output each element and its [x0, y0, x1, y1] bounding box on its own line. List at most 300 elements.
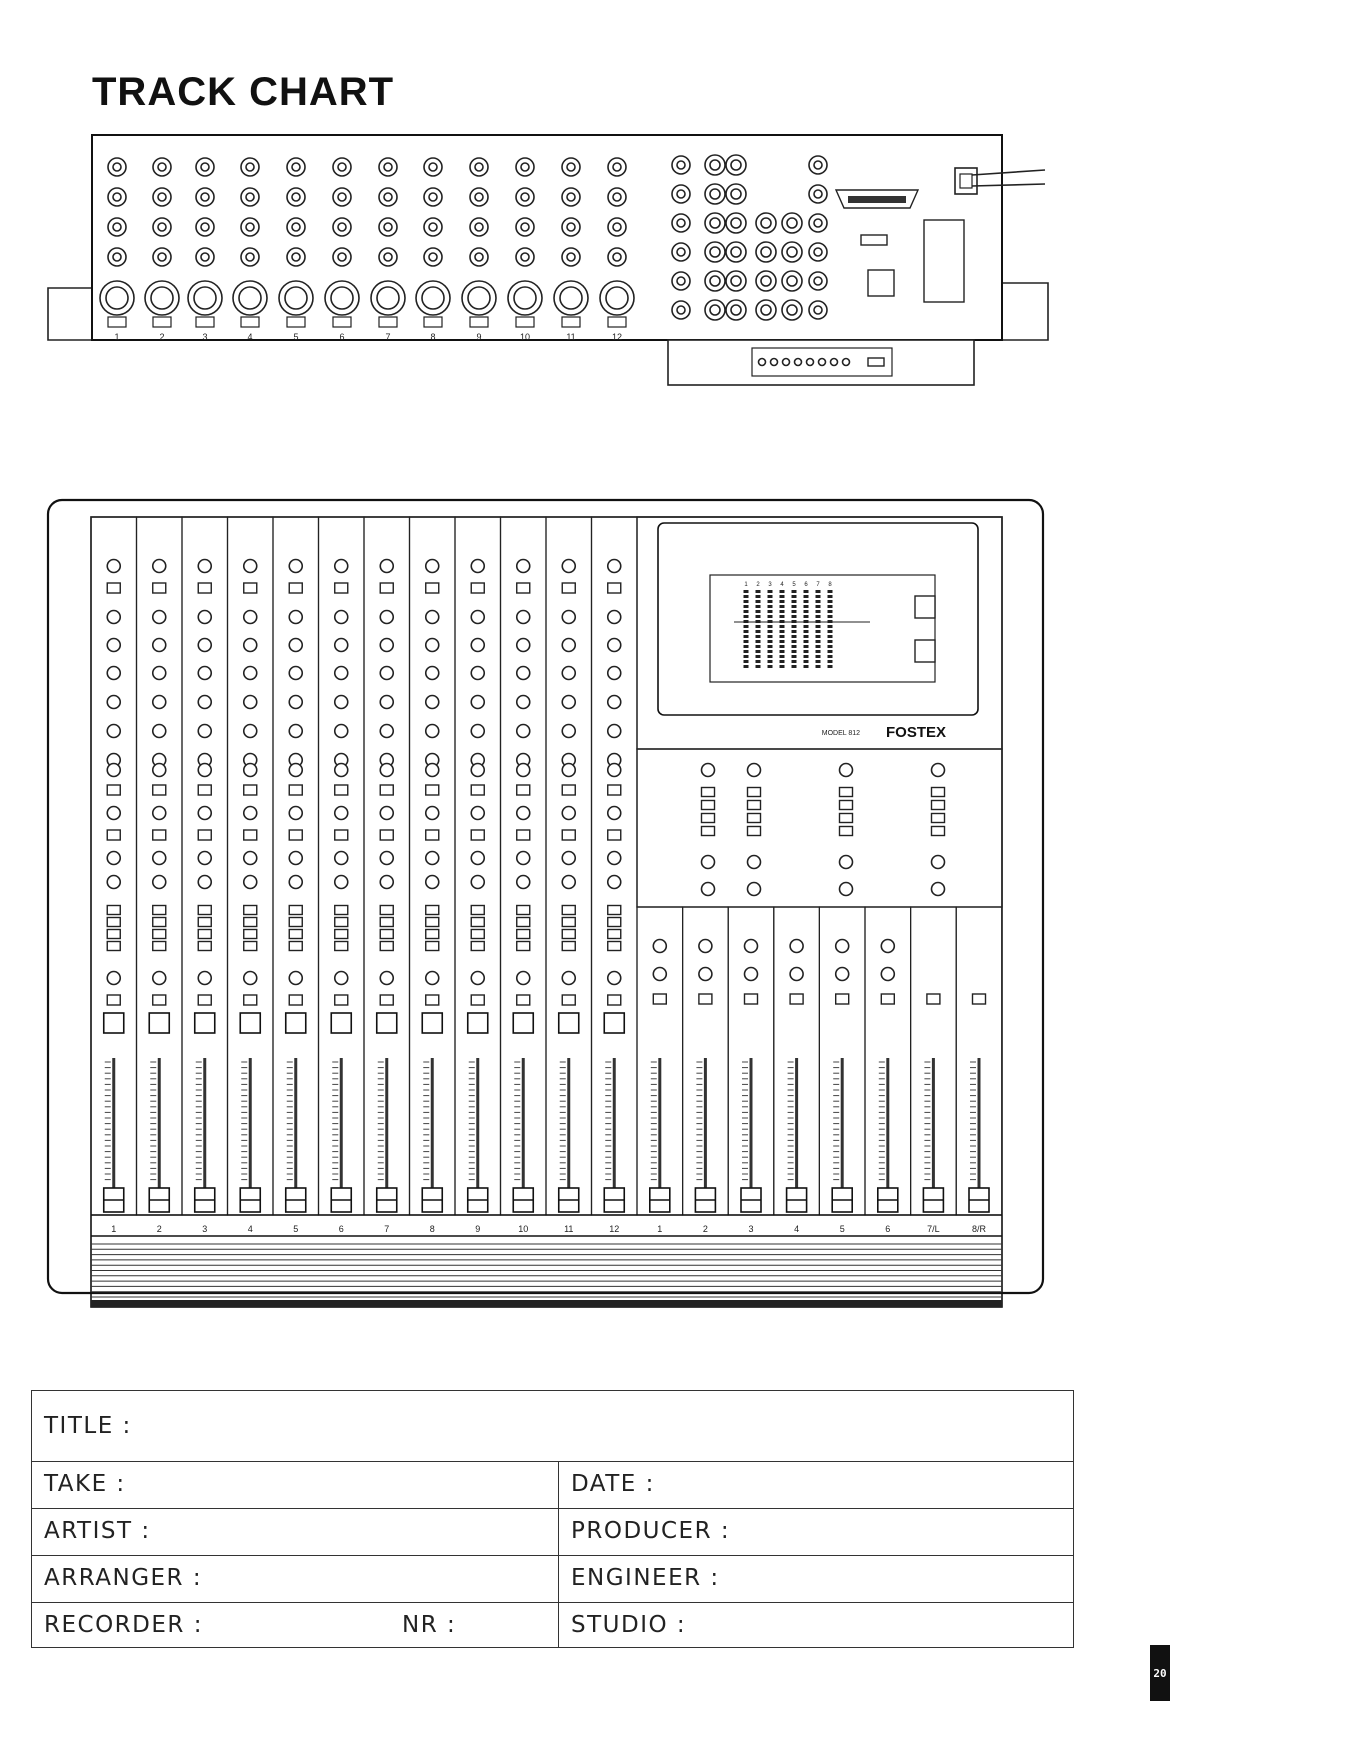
- meter-led-segment: [816, 630, 821, 633]
- meter-led-segment: [756, 630, 761, 633]
- meter-led-segment: [828, 645, 833, 648]
- meter-led-segment: [804, 650, 809, 653]
- meter-select-button: [915, 640, 935, 662]
- meter-led-segment: [768, 625, 773, 628]
- input-pad-button: [107, 583, 120, 593]
- input-eq-knob: [608, 725, 621, 738]
- input-eq-knob: [289, 639, 302, 652]
- input-assign-button: [608, 942, 621, 951]
- input-solo-button: [244, 995, 257, 1005]
- input-eq-knob: [107, 667, 120, 680]
- output-pan-knob: [745, 968, 758, 981]
- meter-led-segment: [744, 655, 749, 658]
- meter-led-segment: [792, 635, 797, 638]
- master-aux-level-knob: [932, 856, 945, 869]
- meter-led-segment: [768, 615, 773, 618]
- input-eq-knob: [517, 639, 530, 652]
- input-assign-button: [107, 906, 120, 915]
- input-aux-knob: [608, 764, 621, 777]
- recorder-cell: [32, 1603, 559, 1647]
- input-eq-knob: [289, 696, 302, 709]
- input-mute-button: [422, 1013, 442, 1033]
- master-aux-button: [932, 801, 945, 810]
- input-aux-button: [198, 785, 211, 795]
- input-eq-knob: [107, 639, 120, 652]
- input-aux-knob: [244, 764, 257, 777]
- fader-slot: [704, 1058, 707, 1208]
- fader-slot: [203, 1058, 206, 1208]
- fader-slot: [567, 1058, 570, 1208]
- recorder-field-label: RECORDER :: [44, 1612, 203, 1638]
- meter-led-segment: [744, 610, 749, 613]
- meter-channel-number: 3: [768, 582, 772, 588]
- meter-led-segment: [744, 660, 749, 663]
- input-eq-knob: [426, 611, 439, 624]
- input-gain-knob: [335, 560, 348, 573]
- meter-led-segment: [768, 590, 773, 593]
- meter-led-segment: [780, 635, 785, 638]
- meter-led-segment: [816, 610, 821, 613]
- meter-led-segment: [804, 645, 809, 648]
- input-eq-knob: [471, 667, 484, 680]
- input-aux-button: [562, 785, 575, 795]
- meter-led-segment: [804, 660, 809, 663]
- input-gain-knob: [517, 560, 530, 573]
- input-gain-knob: [198, 560, 211, 573]
- input-assign-button: [335, 918, 348, 927]
- input-send-knob: [380, 876, 393, 889]
- input-aux-button: [471, 830, 484, 840]
- input-eq-knob: [517, 667, 530, 680]
- input-assign-button: [335, 930, 348, 939]
- input-gain-knob: [562, 560, 575, 573]
- studio-cell: [559, 1603, 1073, 1647]
- meter-channel-number: 1: [744, 582, 748, 588]
- meter-led-segment: [816, 590, 821, 593]
- engineer-cell: [559, 1556, 1073, 1602]
- meter-led-segment: [768, 635, 773, 638]
- output-solo-button: [653, 994, 666, 1004]
- input-aux-button: [380, 785, 393, 795]
- input-strip-number: 5: [293, 1224, 299, 1234]
- meter-led-segment: [816, 635, 821, 638]
- meter-led-segment: [828, 660, 833, 663]
- meter-led-segment: [744, 605, 749, 608]
- meter-led-segment: [816, 615, 821, 618]
- output-level-knob: [836, 940, 849, 953]
- fader-slot: [750, 1058, 753, 1208]
- meter-led-segment: [804, 595, 809, 598]
- input-eq-knob: [517, 696, 530, 709]
- input-pan-knob: [153, 972, 166, 985]
- input-send-knob: [471, 876, 484, 889]
- meter-led-segment: [816, 665, 821, 668]
- input-pad-button: [244, 583, 257, 593]
- brand-logo: FOSTEX: [885, 724, 946, 741]
- meter-led-segment: [768, 595, 773, 598]
- meter-led-segment: [780, 630, 785, 633]
- xlr-channel-number: 8: [430, 332, 436, 342]
- fader-slot: [932, 1058, 935, 1208]
- input-send-knob: [289, 876, 302, 889]
- fader-slot: [658, 1058, 661, 1208]
- meter-led-segment: [756, 650, 761, 653]
- input-eq-knob: [380, 611, 393, 624]
- output-solo-button: [881, 994, 894, 1004]
- input-eq-knob: [426, 696, 439, 709]
- meter-led-segment: [804, 640, 809, 643]
- input-mute-button: [286, 1013, 306, 1033]
- title-field-label: TITLE :: [44, 1413, 132, 1439]
- fader-slot: [385, 1058, 388, 1208]
- meter-led-segment: [804, 625, 809, 628]
- meter-led-segment: [792, 615, 797, 618]
- meter-led-segment: [816, 660, 821, 663]
- meter-led-segment: [780, 650, 785, 653]
- input-solo-button: [289, 995, 302, 1005]
- input-eq-knob: [471, 611, 484, 624]
- input-gain-knob: [608, 560, 621, 573]
- fader-slot: [613, 1058, 616, 1208]
- master-aux-button: [702, 788, 715, 797]
- meter-led-segment: [768, 660, 773, 663]
- meter-led-segment: [792, 655, 797, 658]
- fader-slot: [158, 1058, 161, 1208]
- input-eq-knob: [471, 639, 484, 652]
- input-eq-knob: [608, 696, 621, 709]
- input-aux-button: [335, 830, 348, 840]
- input-pad-button: [562, 583, 575, 593]
- meter-led-segment: [804, 590, 809, 593]
- meter-led-segment: [816, 650, 821, 653]
- input-aux-button: [471, 785, 484, 795]
- xlr-channel-number: 11: [566, 332, 576, 342]
- fader-slot: [476, 1058, 479, 1208]
- input-pad-button: [380, 583, 393, 593]
- input-eq-knob: [198, 725, 211, 738]
- input-eq-knob: [562, 639, 575, 652]
- meter-led-segment: [792, 630, 797, 633]
- input-gain-knob: [153, 560, 166, 573]
- output-level-knob: [790, 940, 803, 953]
- date-cell: [559, 1462, 1073, 1508]
- input-strip-number: 11: [564, 1224, 574, 1234]
- output-level-knob: [745, 940, 758, 953]
- meter-led-segment: [804, 600, 809, 603]
- input-eq-knob: [198, 611, 211, 624]
- input-gain-knob: [380, 560, 393, 573]
- output-strip-number: 8/R: [971, 1224, 987, 1234]
- meter-led-segment: [828, 615, 833, 618]
- input-pad-button: [335, 583, 348, 593]
- input-eq-knob: [517, 611, 530, 624]
- master-aux-knob: [932, 764, 945, 777]
- master-aux-level-knob: [840, 883, 853, 896]
- input-send-knob: [517, 876, 530, 889]
- input-send-knob: [471, 852, 484, 865]
- producer-cell: [559, 1509, 1073, 1555]
- input-eq-knob: [335, 696, 348, 709]
- output-pan-knob: [699, 968, 712, 981]
- input-aux-knob: [562, 764, 575, 777]
- input-assign-button: [244, 906, 257, 915]
- input-strip-number: 3: [202, 1224, 208, 1234]
- input-send-knob: [562, 852, 575, 865]
- meter-led-segment: [744, 590, 749, 593]
- input-aux-knob: [153, 764, 166, 777]
- input-aux-knob: [471, 764, 484, 777]
- master-aux-button: [840, 788, 853, 797]
- meter-led-segment: [780, 655, 785, 658]
- input-aux-knob: [289, 807, 302, 820]
- meter-channel-number: 2: [756, 582, 760, 588]
- input-mute-button: [149, 1013, 169, 1033]
- master-aux-button: [748, 814, 761, 823]
- master-aux-level-knob: [748, 883, 761, 896]
- input-aux-knob: [198, 807, 211, 820]
- input-solo-button: [335, 995, 348, 1005]
- input-solo-button: [562, 995, 575, 1005]
- input-strip-number: 12: [609, 1224, 620, 1234]
- input-eq-knob: [107, 696, 120, 709]
- input-eq-knob: [153, 611, 166, 624]
- output-solo-button: [699, 994, 712, 1004]
- input-eq-knob: [380, 725, 393, 738]
- input-assign-button: [244, 930, 257, 939]
- input-aux-button: [289, 830, 302, 840]
- xlr-channel-number: 5: [293, 332, 299, 342]
- master-aux-level-knob: [702, 856, 715, 869]
- input-assign-button: [471, 942, 484, 951]
- meter-led-segment: [744, 640, 749, 643]
- input-eq-knob: [153, 667, 166, 680]
- input-gain-knob: [289, 560, 302, 573]
- fader-slot: [522, 1058, 525, 1208]
- output-solo-button: [836, 994, 849, 1004]
- meter-led-segment: [828, 635, 833, 638]
- meter-led-segment: [768, 640, 773, 643]
- input-pan-knob: [517, 972, 530, 985]
- fader-slot: [795, 1058, 798, 1208]
- input-eq-knob: [244, 667, 257, 680]
- meter-channel-number: 6: [804, 582, 808, 588]
- input-aux-knob: [335, 807, 348, 820]
- fader-slot: [249, 1058, 252, 1208]
- input-assign-button: [289, 918, 302, 927]
- output-solo-button: [790, 994, 803, 1004]
- xlr-channel-number: 1: [114, 332, 120, 342]
- input-pad-button: [198, 583, 211, 593]
- date-field-label: DATE :: [571, 1471, 655, 1497]
- input-aux-knob: [517, 764, 530, 777]
- output-level-knob: [881, 940, 894, 953]
- meter-led-segment: [768, 655, 773, 658]
- meter-led-segment: [756, 590, 761, 593]
- xlr-channel-number: 3: [202, 332, 208, 342]
- input-assign-button: [198, 942, 211, 951]
- meter-led-segment: [792, 660, 797, 663]
- input-solo-button: [471, 995, 484, 1005]
- input-assign-button: [471, 906, 484, 915]
- input-pan-knob: [335, 972, 348, 985]
- meter-led-segment: [780, 610, 785, 613]
- meter-led-segment: [816, 655, 821, 658]
- input-aux-knob: [426, 764, 439, 777]
- xlr-channel-number: 6: [339, 332, 345, 342]
- xlr-channel-number: 2: [159, 332, 165, 342]
- input-assign-button: [380, 906, 393, 915]
- input-pan-knob: [289, 972, 302, 985]
- meter-led-segment: [768, 610, 773, 613]
- input-assign-button: [608, 918, 621, 927]
- xlr-channel-number: 4: [247, 332, 253, 342]
- input-assign-button: [426, 906, 439, 915]
- xlr-channel-number: 10: [519, 332, 531, 342]
- input-aux-knob: [107, 807, 120, 820]
- meter-led-segment: [768, 605, 773, 608]
- input-aux-knob: [289, 764, 302, 777]
- input-send-knob: [426, 876, 439, 889]
- meter-led-segment: [816, 600, 821, 603]
- input-assign-button: [198, 906, 211, 915]
- input-aux-button: [198, 830, 211, 840]
- meter-led-segment: [828, 595, 833, 598]
- input-pan-knob: [198, 972, 211, 985]
- output-pan-knob: [836, 968, 849, 981]
- meter-led-segment: [780, 605, 785, 608]
- input-assign-button: [517, 942, 530, 951]
- meter-led-segment: [828, 665, 833, 668]
- meter-led-segment: [768, 600, 773, 603]
- input-pan-knob: [244, 972, 257, 985]
- input-assign-button: [335, 942, 348, 951]
- input-pan-knob: [471, 972, 484, 985]
- input-send-knob: [562, 876, 575, 889]
- fader-slot: [978, 1058, 981, 1208]
- input-aux-button: [608, 785, 621, 795]
- master-aux-level-knob: [932, 883, 945, 896]
- input-assign-button: [471, 930, 484, 939]
- input-eq-knob: [335, 639, 348, 652]
- input-send-knob: [153, 876, 166, 889]
- input-aux-button: [153, 785, 166, 795]
- meter-led-segment: [792, 625, 797, 628]
- input-strip-number: 6: [338, 1224, 344, 1234]
- input-assign-button: [562, 918, 575, 927]
- input-assign-button: [517, 906, 530, 915]
- output-pan-knob: [790, 968, 803, 981]
- input-aux-knob: [107, 764, 120, 777]
- meter-led-segment: [756, 595, 761, 598]
- meter-led-segment: [756, 660, 761, 663]
- meter-led-segment: [780, 645, 785, 648]
- input-aux-button: [244, 785, 257, 795]
- track-chart-form: [31, 1390, 1074, 1648]
- meter-led-segment: [792, 590, 797, 593]
- fader-slot: [112, 1058, 115, 1208]
- master-aux-button: [840, 827, 853, 836]
- input-strip-number: 10: [518, 1224, 529, 1234]
- input-assign-button: [107, 930, 120, 939]
- fader-slot: [841, 1058, 844, 1208]
- input-solo-button: [380, 995, 393, 1005]
- arranger-cell: [32, 1556, 559, 1602]
- input-assign-button: [198, 930, 211, 939]
- input-solo-button: [153, 995, 166, 1005]
- input-assign-button: [153, 930, 166, 939]
- input-assign-button: [562, 942, 575, 951]
- master-aux-button: [748, 827, 761, 836]
- fader-slot: [294, 1058, 297, 1208]
- form-row-artist: [32, 1508, 1073, 1555]
- input-mute-button: [604, 1013, 624, 1033]
- input-send-knob: [335, 876, 348, 889]
- meter-led-segment: [804, 655, 809, 658]
- input-send-knob: [153, 852, 166, 865]
- meter-led-segment: [756, 600, 761, 603]
- input-assign-button: [517, 918, 530, 927]
- input-send-knob: [608, 876, 621, 889]
- input-mute-button: [104, 1013, 124, 1033]
- input-assign-button: [244, 918, 257, 927]
- input-aux-knob: [198, 764, 211, 777]
- input-assign-button: [289, 906, 302, 915]
- xlr-channel-number: 9: [476, 332, 482, 342]
- input-eq-knob: [562, 611, 575, 624]
- input-pad-button: [517, 583, 530, 593]
- input-aux-button: [107, 785, 120, 795]
- input-send-knob: [198, 852, 211, 865]
- meter-led-segment: [744, 635, 749, 638]
- input-send-knob: [198, 876, 211, 889]
- take-cell: [32, 1462, 559, 1508]
- input-strip-number: 2: [156, 1224, 162, 1234]
- meter-led-segment: [744, 650, 749, 653]
- input-assign-button: [244, 942, 257, 951]
- input-pad-button: [608, 583, 621, 593]
- fader-slot: [431, 1058, 434, 1208]
- input-send-knob: [517, 852, 530, 865]
- input-assign-button: [107, 918, 120, 927]
- input-aux-knob: [335, 764, 348, 777]
- input-strip-number: 1: [111, 1224, 117, 1234]
- input-eq-knob: [471, 725, 484, 738]
- input-eq-knob: [471, 696, 484, 709]
- meter-led-segment: [768, 645, 773, 648]
- input-assign-button: [608, 930, 621, 939]
- input-eq-knob: [244, 725, 257, 738]
- meter-led-segment: [828, 630, 833, 633]
- master-aux-button: [702, 801, 715, 810]
- input-gain-knob: [244, 560, 257, 573]
- master-aux-button: [748, 788, 761, 797]
- meter-led-segment: [744, 665, 749, 668]
- input-aux-button: [426, 785, 439, 795]
- output-strip-number: 7/L: [927, 1224, 940, 1234]
- input-pan-knob: [426, 972, 439, 985]
- meter-led-segment: [828, 625, 833, 628]
- output-strip-number: 4: [794, 1224, 800, 1234]
- output-strip-number: 5: [839, 1224, 845, 1234]
- input-aux-button: [335, 785, 348, 795]
- output-solo-button: [973, 994, 986, 1004]
- input-aux-button: [562, 830, 575, 840]
- meter-led-segment: [816, 625, 821, 628]
- input-eq-knob: [380, 696, 393, 709]
- meter-led-segment: [828, 590, 833, 593]
- meter-channel-number: 7: [816, 582, 820, 588]
- meter-led-segment: [780, 595, 785, 598]
